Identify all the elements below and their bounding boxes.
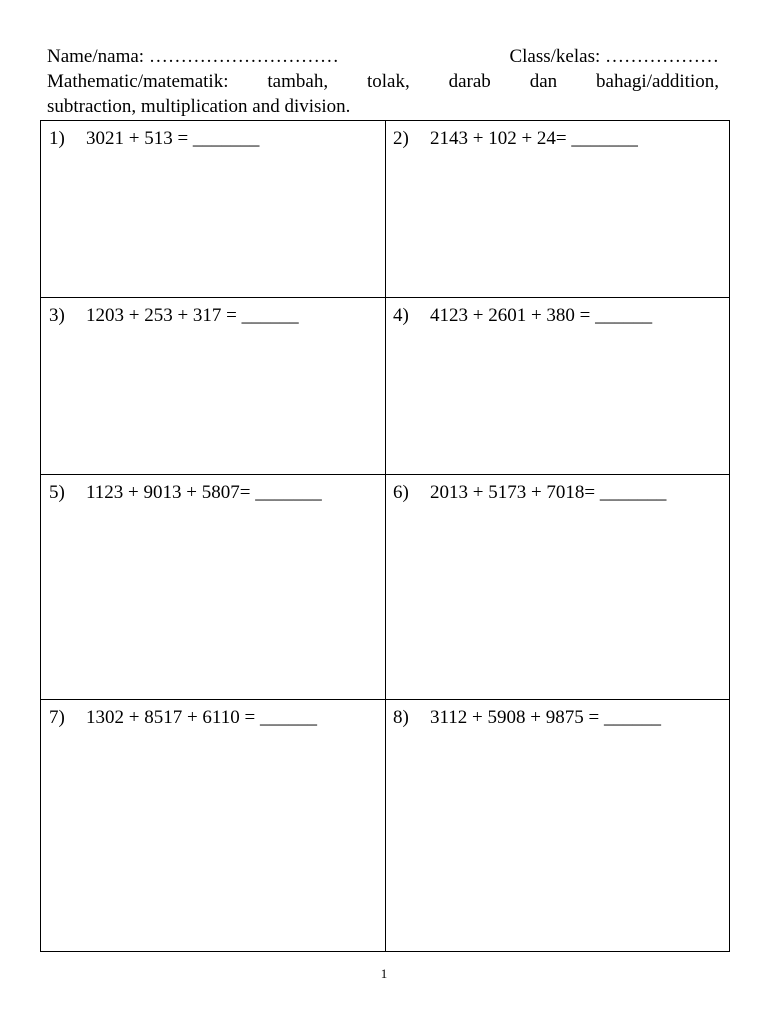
student-info-line bbox=[47, 44, 719, 69]
worksheet-header bbox=[47, 44, 719, 119]
subject-line-2: subtraction, multiplication and division. bbox=[47, 96, 351, 117]
problem-cell-6 bbox=[386, 474, 730, 699]
problem-expression: 1123 + 9013 + 5807= _______ bbox=[86, 482, 322, 503]
problem-cell-4 bbox=[386, 297, 730, 474]
problem-number: 7) bbox=[49, 707, 65, 728]
problem-number: 5) bbox=[49, 482, 65, 503]
name-field: Name/nama: ………………………… bbox=[47, 46, 339, 67]
problem-number: 8) bbox=[393, 707, 409, 728]
problem-7 bbox=[49, 706, 317, 730]
problem-6 bbox=[393, 481, 666, 505]
problem-cell-7 bbox=[41, 699, 386, 951]
problem-expression: 2143 + 102 + 24= _______ bbox=[430, 128, 638, 149]
problem-cell-2 bbox=[386, 121, 730, 297]
problem-number: 3) bbox=[49, 305, 65, 326]
problem-number: 2) bbox=[393, 128, 409, 149]
problem-grid bbox=[40, 120, 730, 952]
problem-cell-5 bbox=[41, 474, 386, 699]
problem-cell-3 bbox=[41, 297, 386, 474]
problem-4 bbox=[393, 304, 652, 328]
problem-number: 4) bbox=[393, 305, 409, 326]
problem-expression: 3112 + 5908 + 9875 = ______ bbox=[430, 707, 661, 728]
problem-cell-1 bbox=[41, 121, 386, 297]
problem-3 bbox=[49, 304, 299, 328]
problem-5 bbox=[49, 481, 322, 505]
problem-number: 1) bbox=[49, 128, 65, 149]
problem-1 bbox=[49, 127, 259, 151]
page-number: 1 bbox=[380, 966, 388, 981]
class-field: Class/kelas: ……………… bbox=[509, 46, 719, 67]
problem-expression: 4123 + 2601 + 380 = ______ bbox=[430, 305, 653, 326]
problem-2 bbox=[393, 127, 638, 151]
problem-8 bbox=[393, 706, 661, 730]
problem-expression: 3021 + 513 = _______ bbox=[86, 128, 260, 149]
problem-expression: 2013 + 5173 + 7018= _______ bbox=[430, 482, 667, 503]
problem-cell-8 bbox=[386, 699, 730, 951]
problem-expression: 1203 + 253 + 317 = ______ bbox=[86, 305, 299, 326]
subject-line-1: Mathematic/matematik: tambah, tolak, darab dan bahagi/addition, bbox=[47, 71, 719, 92]
problem-number: 6) bbox=[393, 482, 409, 503]
problem-expression: 1302 + 8517 + 6110 = ______ bbox=[86, 707, 317, 728]
